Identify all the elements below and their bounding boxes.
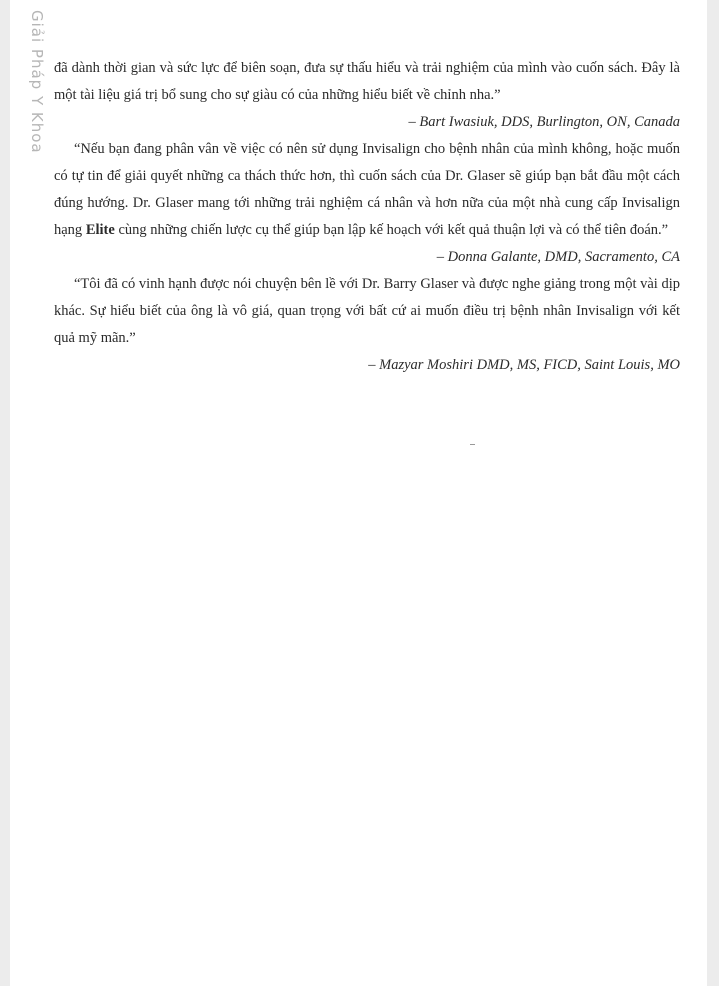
- bold-term: Elite: [85, 222, 115, 238]
- testimonial-paragraph: “Tôi đã có vinh hạnh được nói chuyện bên lề với Dr. Barry Glaser và được nghe giảng trong một vài dịp khác. Sự hiểu biết của ông là vô giá, quan trọng với bất cứ ai muốn điều trị bệnh nhân Invisalign với kết quả mỹ mãn.”: [54, 276, 680, 346]
- document-page: [10, 0, 707, 986]
- testimonials-content: [54, 55, 680, 379]
- scan-mark: [470, 444, 475, 445]
- testimonial-attribution: – Mazyar Moshiri DMD, MS, FICD, Saint Louis, MO: [368, 357, 680, 373]
- testimonial-attribution: – Donna Galante, DMD, Sacramento, CA: [436, 249, 680, 265]
- watermark-text: Giải Pháp Y Khoa: [28, 10, 46, 154]
- paragraph-text: “Nếu bạn đang phân vân về việc có nên sử dụng Invisalign cho bệnh nhân của mình không, hoặc muốn có tự tin để giải quyết những ca thách thức hơn, thì cuốn sách của Dr. Glaser sẽ giúp bạn bắt đầu một cách đúng hướng. Dr. Glaser mang tới những trải nghiệm cá nhân và hơn nữa của một nhà cung cấp Invisalign hạng: [54, 141, 680, 238]
- testimonial-attribution: – Bart Iwasiuk, DDS, Burlington, ON, Canada: [408, 114, 680, 130]
- testimonial-paragraph: đã dành thời gian và sức lực để biên soạn, đưa sự thấu hiểu và trải nghiệm của mình vào cuốn sách. Đây là một tài liệu giá trị bổ sung cho sự giàu có của những hiểu biết về chỉnh nha.”: [54, 60, 680, 103]
- paragraph-text: cùng những chiến lược cụ thể giúp bạn lập kế hoạch với kết quả thuận lợi và có thể tiên đoán.”: [114, 222, 669, 238]
- testimonial-paragraph: [54, 136, 680, 244]
